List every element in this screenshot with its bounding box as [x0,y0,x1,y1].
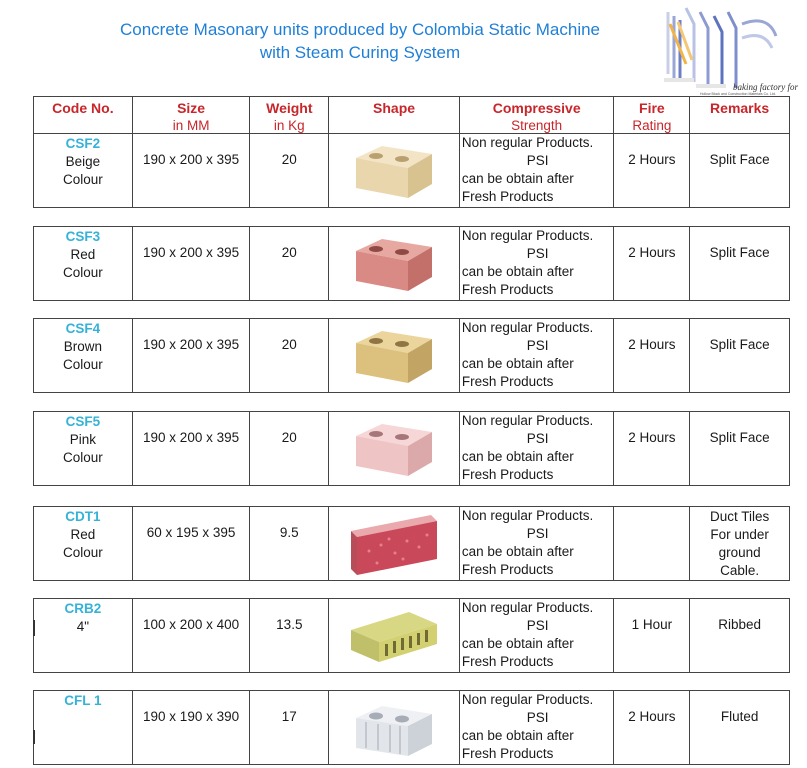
size-cell: 190 x 200 x 395 [133,319,251,392]
code-cell: CSF2 Beige Colour [34,134,133,207]
fire-cell: 2 Hours [614,412,690,485]
weight-cell: 17 [250,691,329,764]
table-header [33,96,790,134]
code-cell: CRB2 4" [34,599,133,672]
header-weight: Weight in Kg [250,97,329,133]
shape-cell [329,599,460,672]
code-cell: CSF3 Red Colour [34,227,133,300]
table-row [33,598,790,673]
beige-split-face-block-icon [352,140,436,202]
remarks-cell: Duct Tiles For under ground Cable. [709,509,770,578]
header-fire: Fire Rating [614,97,690,133]
size-cell: 190 x 190 x 390 [133,691,251,764]
shape-cell [329,507,460,580]
code-cell: CSF4 Brown Colour [34,319,133,392]
title-line-1: Concrete Masonary units produced by Colombia Static Machine [119,20,601,39]
red-duct-tile-icon [347,511,441,577]
fire-cell: 2 Hours [614,319,690,392]
size-cell: 190 x 200 x 395 [133,412,251,485]
brown-split-face-block-icon [352,325,436,387]
weight-cell: 20 [250,412,329,485]
remarks-cell: Ribbed [718,617,762,632]
remarks-cell: Split Face [709,337,770,352]
page-title [60,18,660,64]
compressive-cell: Non regular Products. PSI can be obtain after Fresh Products [460,507,615,580]
weight-cell: 13.5 [250,599,329,672]
fire-cell: 2 Hours [614,134,690,207]
remarks-cell: Split Face [709,245,770,260]
remarks-cell: Fluted [720,709,759,724]
compressive-cell: Non regular Products. PSI can be obtain after Fresh Products [460,319,615,392]
logo-subtext: Hollow Block and Construction Materials Co. Ltd. [700,92,776,96]
edge-mark [33,730,35,744]
shape-cell [329,134,460,207]
yellow-ribbed-block-icon [347,606,441,666]
grey-fluted-block-icon [352,698,436,758]
pink-split-face-block-icon [352,418,436,480]
logo-caption: baking factory for [733,82,798,92]
compressive-cell: Non regular Products. PSI can be obtain after Fresh Products [460,134,615,207]
table-row [33,506,790,581]
remarks-cell: Split Face [709,430,770,445]
weight-cell: 9.5 [250,507,329,580]
code-cell: CDT1 Red Colour [34,507,133,580]
fire-cell [614,507,690,580]
table-row [33,690,790,765]
remarks-cell: Split Face [709,152,770,167]
table-row [33,318,790,393]
size-cell: 190 x 200 x 395 [133,227,251,300]
edge-mark [33,620,35,636]
table-row [33,133,790,208]
size-cell: 190 x 200 x 395 [133,134,251,207]
compressive-cell: Non regular Products. PSI can be obtain after Fresh Products [460,691,615,764]
compressive-cell: Non regular Products. PSI can be obtain after Fresh Products [460,227,615,300]
header-compressive: Compressive Strength [460,97,615,133]
shape-cell [329,412,460,485]
code-cell: CSF5 Pink Colour [34,412,133,485]
weight-cell: 20 [250,227,329,300]
weight-cell: 20 [250,134,329,207]
compressive-cell: Non regular Products. PSI can be obtain after Fresh Products [460,599,615,672]
title-line-2: with Steam Curing System [259,43,461,62]
shape-cell [329,691,460,764]
fire-cell: 1 Hour [614,599,690,672]
compressive-cell: Non regular Products. PSI can be obtain after Fresh Products [460,412,615,485]
shape-cell [329,319,460,392]
header-remarks: Remarks [710,100,770,116]
size-cell: 100 x 200 x 400 [133,599,251,672]
weight-cell: 20 [250,319,329,392]
table-row [33,226,790,301]
table-row [33,411,790,486]
fire-cell: 2 Hours [614,691,690,764]
fire-cell: 2 Hours [614,227,690,300]
header-shape: Shape [329,97,460,133]
red-split-face-block-icon [352,233,436,295]
header-size: Size in MM [133,97,251,133]
header-code: Code No. [34,97,133,133]
shape-cell [329,227,460,300]
code-cell: CFL 1 [34,691,133,764]
size-cell: 60 x 195 x 395 [133,507,251,580]
